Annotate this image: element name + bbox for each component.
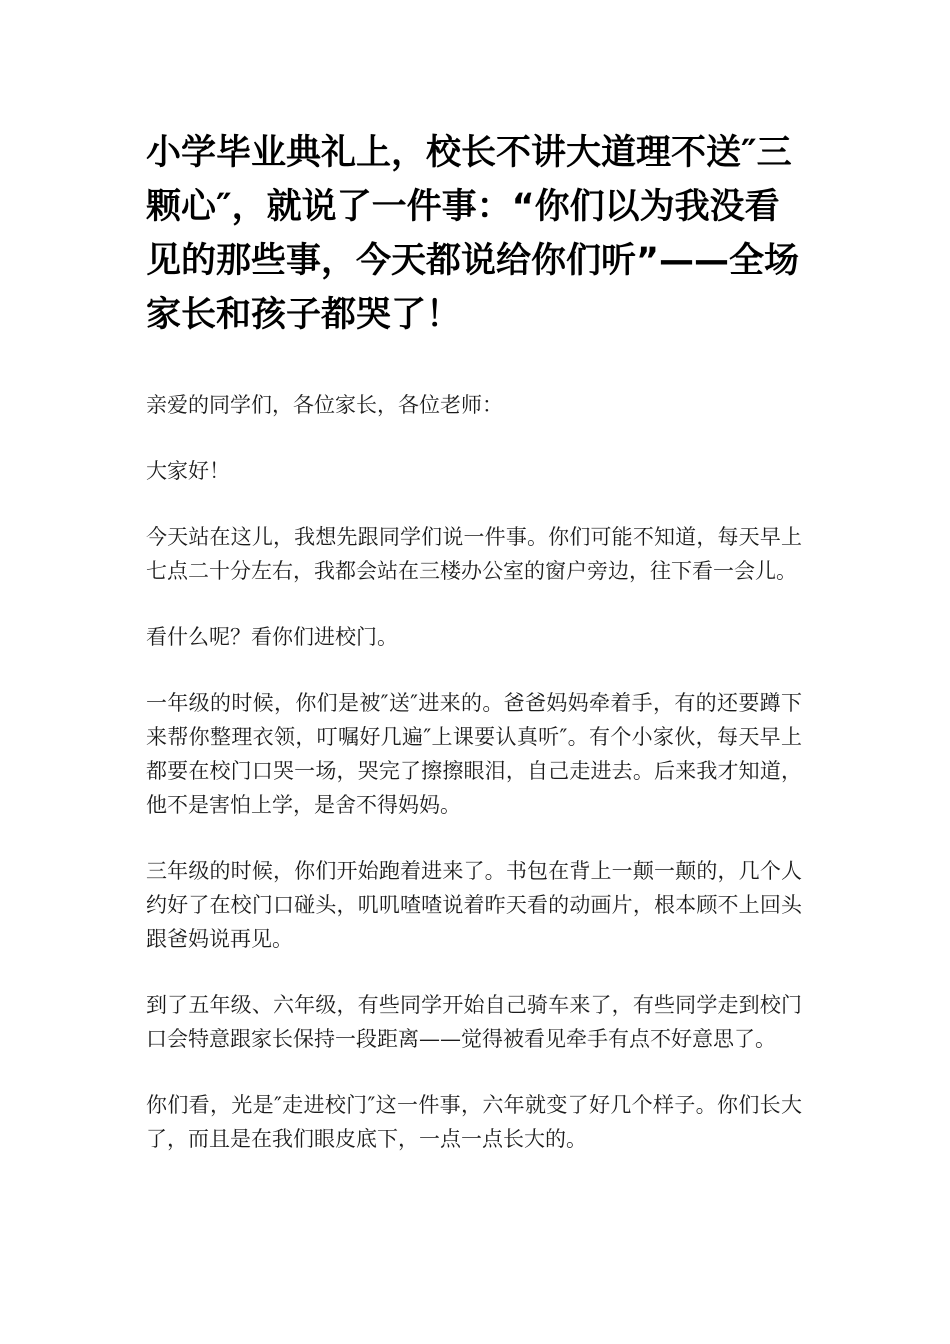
paragraph: 你们看，光是″走进校门″这一件事，六年就变了好几个样子。你们长大了，而且是在我们眼皮底下，一点一点长大的。	[146, 1093, 802, 1151]
paragraph: 一年级的时候，你们是被″送″进来的。爸爸妈妈牵着手，有的还要蹲下来帮你整理衣领，叮嘱好几遍″上课要认真听″。有个小家伙，每天早上都要在校门口哭一场，哭完了擦擦眼泪，自己走进去。后来我才知道，他不是害怕上学，是舍不得妈妈。	[146, 691, 802, 817]
paragraph-greeting: 亲爱的同学们，各位家长，各位老师：	[146, 393, 503, 417]
paragraph: 三年级的时候，你们开始跑着进来了。书包在背上一颠一颠的，几个人约好了在校门口碰头，叽叽喳喳说着昨天看的动画片，根本顾不上回头跟爸妈说再见。	[146, 859, 802, 951]
paragraph-hello: 大家好！	[146, 459, 230, 483]
paragraph: 今天站在这儿，我想先跟同学们说一件事。你们可能不知道，每天早上七点二十分左右，我都会站在三楼办公室的窗户旁边，往下看一会儿。	[146, 525, 802, 583]
article-title: 小学毕业典礼上，校长不讲大道理不送″三颗心″，就说了一件事：“你们以为我没看见的那些事，今天都说给你们听”——全场家长和孩子都哭了！	[146, 133, 800, 335]
paragraph: 到了五年级、六年级，有些同学开始自己骑车来了，有些同学走到校门口会特意跟家长保持一段距离——觉得被看见牵手有点不好意思了。	[146, 993, 802, 1051]
article-body	[146, 388, 802, 1156]
document-page	[146, 126, 802, 1188]
paragraph: 看什么呢？看你们进校门。	[146, 625, 398, 649]
